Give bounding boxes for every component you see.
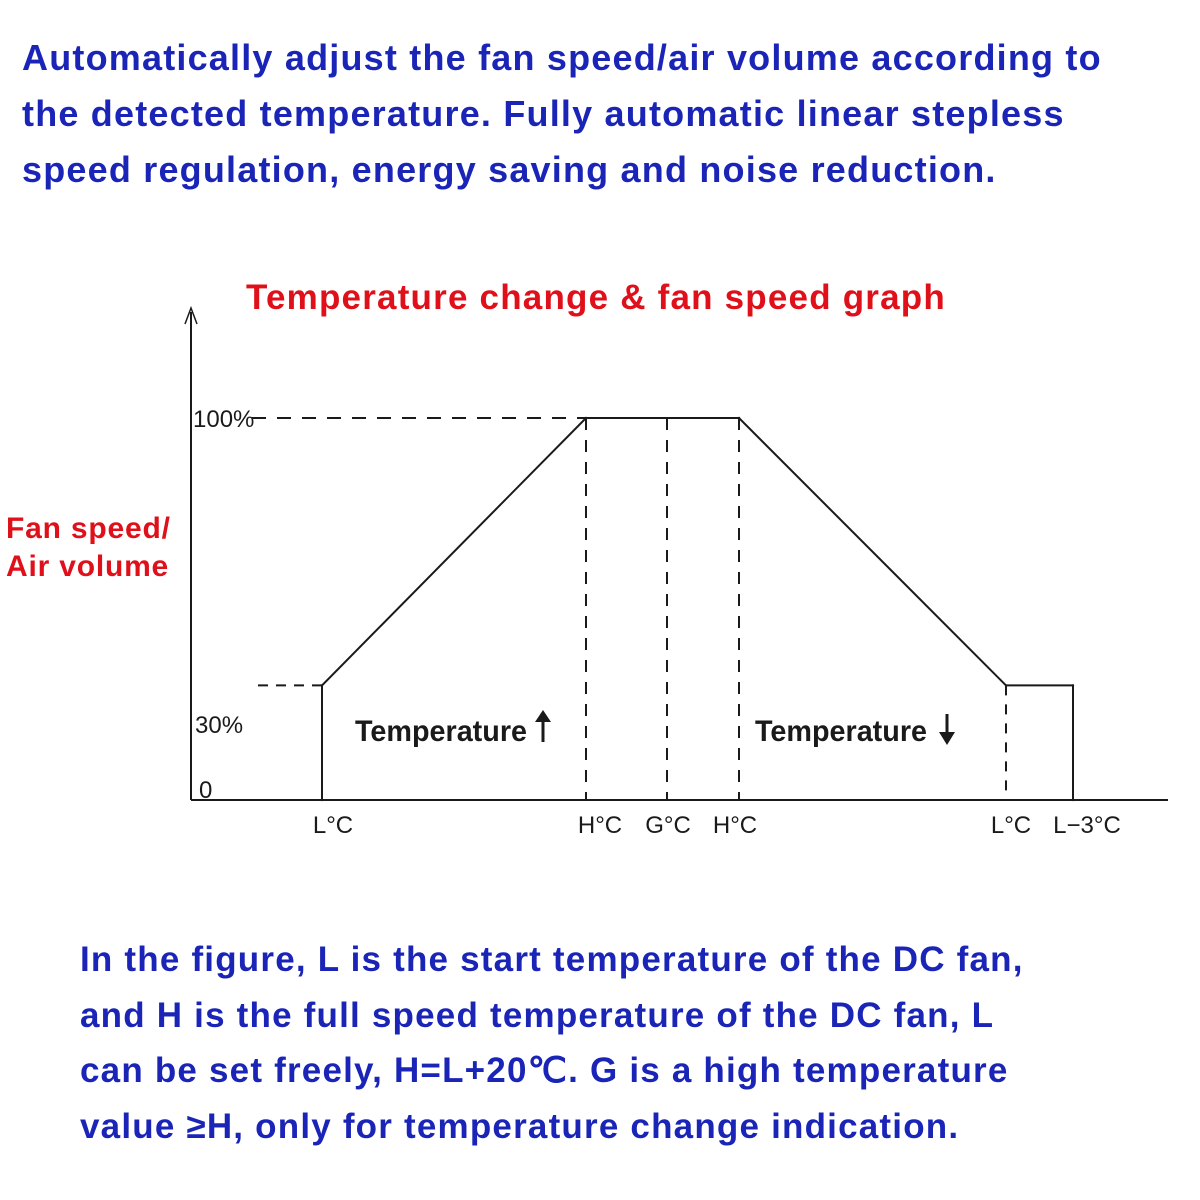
intro-line: Automatically adjust the fan speed/air volume according to xyxy=(22,37,1102,78)
annotation-temperature-down: Temperature xyxy=(755,715,927,748)
annotation-temperature-up: Temperature xyxy=(355,715,527,748)
note-line: can be set freely, H=L+20℃. G is a high temperature xyxy=(80,1051,1009,1090)
series-point xyxy=(1005,684,1007,686)
y-tick-label: 0 xyxy=(199,777,213,804)
x-tick-label: H°C xyxy=(577,812,623,839)
arrow-down-icon xyxy=(939,732,955,745)
series-point xyxy=(321,684,323,686)
y-axis-label-line: Fan speed/ xyxy=(6,512,171,545)
intro-line: speed regulation, energy saving and noise reduction. xyxy=(22,149,997,190)
series-point xyxy=(1072,799,1074,801)
y-axis-label-line: Air volume xyxy=(6,550,170,583)
series-point xyxy=(738,417,740,419)
series-point xyxy=(1072,684,1074,686)
y-tick-label: 100% xyxy=(193,406,255,433)
note-text xyxy=(80,932,1180,1154)
x-tick-label: L°C xyxy=(312,812,354,839)
x-tick-label: G°C xyxy=(645,812,691,839)
note-line: value ≥H, only for temperature change indication. xyxy=(80,1106,960,1146)
series-point xyxy=(585,417,587,419)
y-tick-label: 30% xyxy=(195,712,244,739)
arrow-up-icon xyxy=(535,710,551,722)
x-tick-label: L°C xyxy=(990,812,1032,839)
intro-line: the detected temperature. Fully automatic linear stepless xyxy=(22,93,1065,134)
x-tick-label: L−3°C xyxy=(1053,812,1121,839)
note-line: In the figure, L is the start temperature of the DC fan, xyxy=(80,940,1024,979)
x-tick-label: H°C xyxy=(712,812,758,839)
chart-title: Temperature change & fan speed graph xyxy=(246,278,946,317)
note-line: and H is the full speed temperature of the DC fan, L xyxy=(80,995,995,1035)
series-point xyxy=(321,799,323,801)
